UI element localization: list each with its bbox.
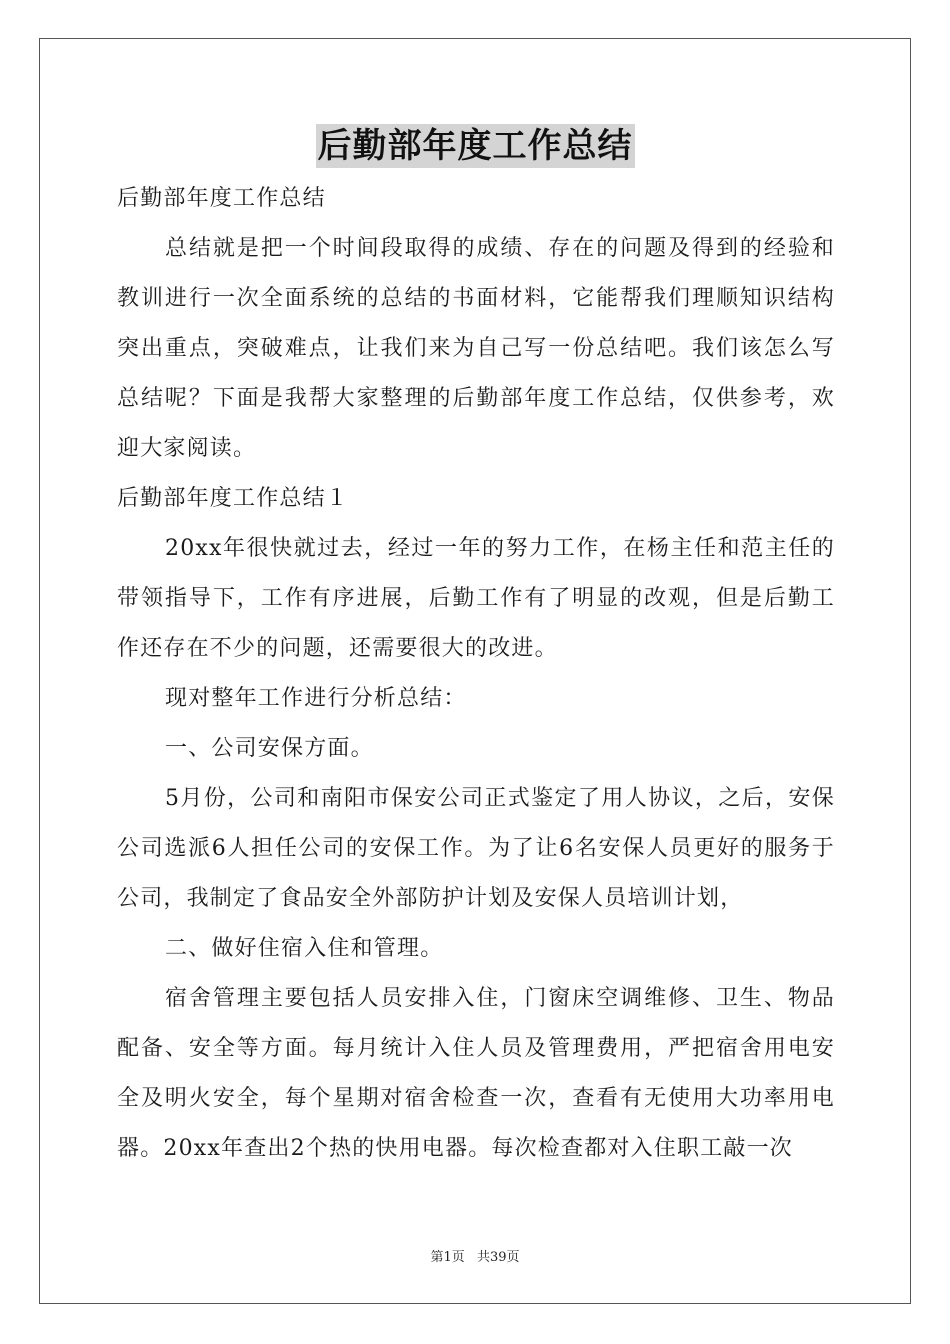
page-total: 共39页 (476, 1250, 520, 1265)
paragraph: 现对整年工作进行分析总结： (165, 686, 467, 711)
paragraph: 一、公司安保方面。 (165, 736, 374, 761)
title-container (0, 124, 950, 168)
paragraph: 后勤部年度工作总结１ (117, 486, 350, 511)
document-title: 后勤部年度工作总结 (317, 126, 633, 166)
page-number: 第1页 (430, 1250, 465, 1265)
paragraph: 5月份，公司和南阳市保安公司正式鉴定了用人协议，之后，安保公司选派6人担任公司的安保工作。为了让6名安保人员更好的服务于公司，我制定了食品安全外部防护计划及安保人员培训计划， (117, 786, 835, 911)
paragraph: 20xx年很快就过去，经过一年的努力工作，在杨主任和范主任的带领指导下，工作有序进展，后勤工作有了明显的改观，但是后勤工作还存在不少的问题，还需要很大的改进。 (117, 536, 835, 661)
paragraph: 二、做好住宿入住和管理。 (165, 936, 444, 961)
document-body (117, 174, 835, 1174)
paragraph: 宿舍管理主要包括人员安排入住，门窗床空调维修、卫生、物品配备、安全等方面。每月统计入住人员及管理费用，严把宿舍用电安全及明火安全，每个星期对宿舍检查一次，查看有无使用大功率用电器。20xx年查出2个热的快用电器。每次检查都对入住职工敲一次 (117, 986, 835, 1161)
page-footer (0, 1246, 950, 1265)
paragraph: 总结就是把一个时间段取得的成绩、存在的问题及得到的经验和教训进行一次全面系统的总结的书面材料，它能帮我们理顺知识结构突出重点，突破难点，让我们来为自己写一份总结吧。我们该怎么写总结呢？下面是我帮大家整理的后勤部年度工作总结，仅供参考，欢迎大家阅读。 (117, 236, 835, 461)
paragraph: 后勤部年度工作总结 (117, 186, 326, 211)
